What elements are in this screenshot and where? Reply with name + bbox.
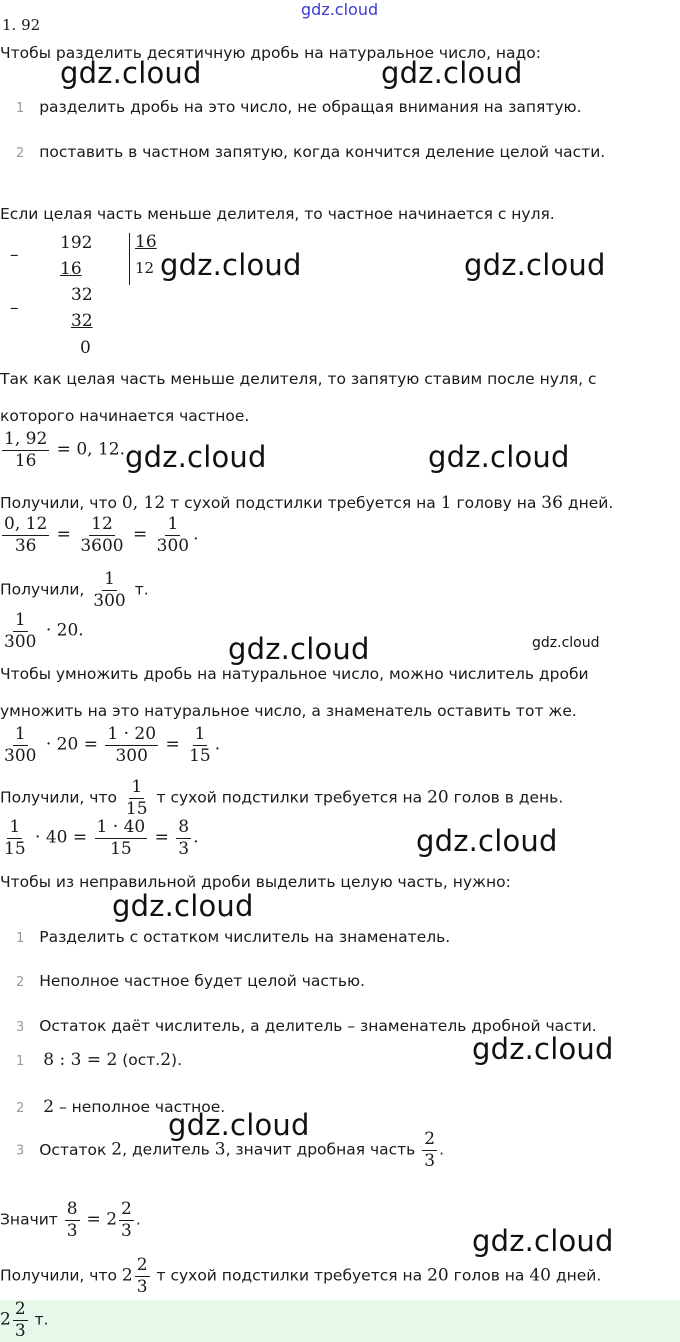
equation-4: $\frac{1}{300}$ · 20 = $\frac{1 \cdot 20}{300}$ = $\frac{1}{15}$ . [4,724,221,766]
divisor: 16 [135,232,157,252]
watermark: gdz.cloud [160,248,302,282]
list-item [16,928,450,946]
result-line-3: Получили, что $\frac{1}{15}$ т сухой подстилки требуется на 20 голов в день. [0,778,564,819]
watermark: gdz.cloud [125,440,267,474]
answer-highlight [0,1300,680,1342]
watermark: gdz.cloud [60,56,202,90]
watermark: gdz.cloud [428,440,570,474]
remainder-final: 0 [80,338,91,358]
conclusion: Значит $\frac{8}{3}$ = 2 $\frac{2}{3}$ . [0,1199,141,1241]
list-text: Остаток даёт числитель, а делитель – знаменатель дробной части. [39,1017,597,1035]
watermark: gdz.cloud [416,824,558,858]
watermark: gdz.cloud [381,56,523,90]
result-line-4: Получили, что 2 $\frac{2}{3}$ т сухой подстилки требуется на 20 голов на 40 дней. [0,1256,602,1297]
list-item [16,972,365,990]
list-item [16,143,605,161]
watermark: gdz.cloud [228,632,370,666]
list-number: 3 [16,1143,25,1159]
mult-rule-text-2: умножить на это натуральное число, а знаменатель оставить тот же. [0,702,577,720]
subtrahend-2: 32 [71,311,93,331]
remainder-1: 32 [71,285,93,305]
list-item: 3 Остаток 2, делитель 3, значит дробная часть $\frac{2}{3}$ . [16,1129,445,1171]
watermark: gdz.cloud [112,889,254,923]
watermark: gdz.cloud [472,1032,614,1066]
watermark-small: gdz.cloud [532,635,600,651]
minus-sign: – [10,245,19,265]
list-item [16,1017,597,1035]
comma-text-2: которого начинается частное. [0,407,250,425]
list-item: 2 2 – неполное частное. [16,1097,226,1117]
list-text: разделить дробь на это число, не обращая внимания на запятую. [39,98,582,116]
watermark: gdz.cloud [168,1108,310,1142]
minus-sign: – [10,298,19,318]
watermark: gdz.cloud [464,248,606,282]
list-item [16,98,582,116]
answer: 2 $\frac{2}{3}$ т. [0,1300,49,1341]
result-line-2: Получили, $\frac{1}{300}$ т. [0,570,149,611]
improper-rule-text: Чтобы из неправильной дроби выделить целую часть, нужно: [0,873,511,891]
list-number: 3 [16,1020,25,1035]
list-item: 1 8 : 3 = 2 (ост.2). [16,1050,183,1070]
comma-text-1: Так как целая часть меньше делителя, то запятую ставим после нуля, с [0,370,597,388]
division-bar [129,233,130,285]
watermark-top: gdz.cloud [301,0,379,19]
dividend: 192 [60,233,93,253]
list-number: 1 [16,101,25,116]
equation-3: $\frac{1}{300}$ · 20. [4,611,84,652]
equation-1: $\frac{1, 92}{16}$ = 0, 12. [4,429,125,471]
subtrahend-1: 16 [60,259,82,279]
watermark: gdz.cloud [472,1224,614,1258]
list-number: 2 [16,1101,25,1116]
quotient: 12 [135,259,155,277]
list-text: Неполное частное будет целой частью. [39,972,366,990]
equation-2: $\frac{0, 12}{36}$ = $\frac{12}{3600}$ = $\frac{1}{300}$ . [4,514,199,556]
list-text: Разделить с остатком числитель на знаменатель. [39,928,451,946]
list-number: 2 [16,975,25,990]
equation-5: $\frac{1}{15}$ · 40 = $\frac{1 \cdot 40}{15}$ = $\frac{8}{3}$ . [4,818,199,859]
intro-text: Чтобы разделить десятичную дробь на натуральное число, надо: [0,44,541,62]
zero-rule-text: Если целая часть меньше делителя, то частное начинается с нуля. [0,205,555,223]
list-text: поставить в частном запятую, когда кончится деление целой части. [39,143,606,161]
mult-rule-text-1: Чтобы умножить дробь на натуральное число, можно числитель дроби [0,665,589,683]
task-number: 1. 92 [2,16,41,34]
list-number: 1 [16,1054,25,1069]
list-number: 2 [16,146,25,161]
result-line-1: Получили, что 0, 12 т сухой подстилки требуется на 1 голову на 36 дней. [0,493,614,513]
list-number: 1 [16,931,25,946]
